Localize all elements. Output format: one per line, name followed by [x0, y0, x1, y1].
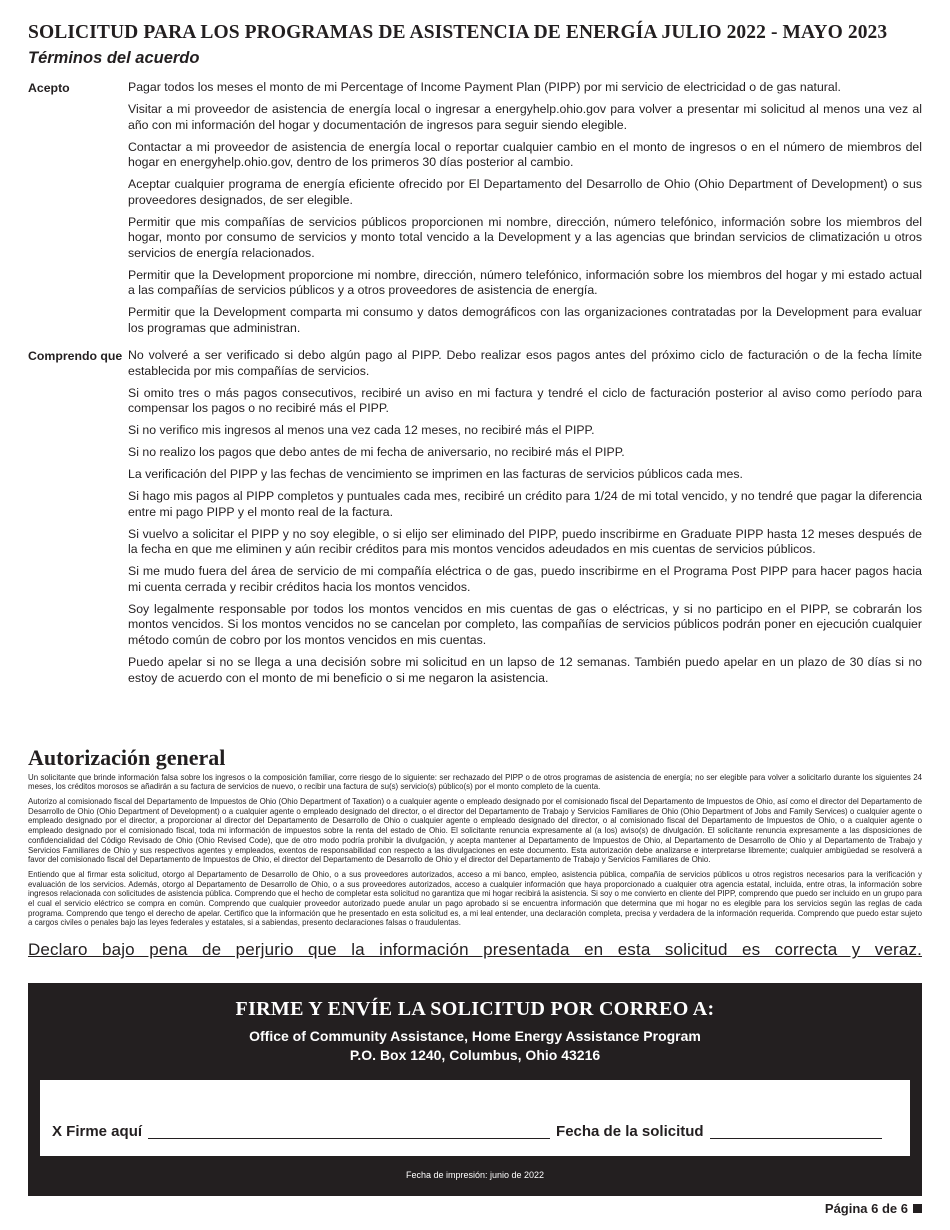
understand-label: Comprendo que [28, 349, 123, 364]
agree-section [28, 80, 922, 343]
authorization-paragraph: Autorizo al comisionado fiscal del Departamento de Impuestos de Ohio (Ohio Department of Taxation) o a cualquier agente o empleado designado por el comisionado fiscal del Departamento de Impuestos de Ohio, así como el director del Departamento de Desarrollo de Ohio (Ohio Department of Development) o a cualquier agente o empleado designado del director, o el director del Departamento de Trabajo y Servicios Familiares de Ohio (Ohio Department of Jobs and Family Services) o cualquier agente o empleado designado por el director, a proporcionar al director del Departamento de Desarrollo de Ohio o cualquier agente o empleado designado del director, o al comisionado fiscal del Departamento de Impuestos de Ohio, o a cualquier agente o empleado designado por el comisionado fiscal, toda mi información de impuestos sobre la renta del estado de Ohio. El solicitante renuncia expresamente al (a los) aviso(s) de divulgación. El solicitante renuncia expresamente a las disposiciones de confidencialidad del Código Revisado de Ohio (Ohio Revised Code), que de otro modo podría prohibir la divulgación, y acepta mantener al Departamento de Impuestos de Ohio, al Departamento de Desarrollo de Ohio y al Departamento de Trabajo y Servicios Familiares de Ohio y sus respectivos agentes y empleados, exentos de responsabilidad con respecto a las divulgaciones en este documento. Esta autorización debe analizarse e interpretarse libremente; cualquier ambigüedad se resolverá a favor del comisionado fiscal del Departamento de Impuestos de Ohio, el director del Departamento de Desarrollo de Ohio y el director del Departamento de Trabajo y Servicios Familiares de Ohio. [28, 797, 922, 865]
page-subtitle: Términos del acuerdo [28, 49, 200, 67]
print-date: Fecha de impresión: junio de 2022 [405, 1170, 545, 1180]
understand-item: Puedo apelar si no se llega a una decisión sobre mi solicitud en un lapso de 12 semanas. También puedo apelar en un plazo de 30 días si no estoy de acuerdo con el monto de mi beneficio o si me negaron la asistencia. [128, 655, 922, 685]
understand-item: Si hago mis pagos al PIPP completos y puntuales cada mes, recibiré un crédito para 1/24 de mi total vencido, y no tendré que pagar la diferencia entre mi pago PIPP y el monto real de la factura. [128, 489, 922, 519]
document-page [28, 22, 922, 960]
signature-line[interactable] [148, 1124, 550, 1139]
perjury-declaration: Declaro bajo pena de perjurio que la información presentada en esta solicitud es correcta y veraz. [28, 940, 922, 960]
authorization-paragraph: Un solicitante que brinde información falsa sobre los ingresos o la composición familiar, corre riesgo de lo siguiente: ser rechazado del PIPP o de otros programas de asistencia de energía; no ser elegible para volver a solicitarlo durante los siguientes 24 meses, los créditos morosos se añadirán a su factura de servicios de nuevo, o recibir una factura de su(s) servicio(s) público(s) por el monto completo de la cuenta. [28, 772, 922, 792]
agree-label: Acepto [28, 81, 70, 95]
page-number [825, 1201, 922, 1216]
square-bullet-icon [913, 1204, 922, 1213]
date-line[interactable] [710, 1124, 882, 1139]
sign-here-label: X Firme aquí [52, 1123, 143, 1140]
mail-address-line1: Office of Community Assistance, Home Energy Assistance Program [249, 1028, 701, 1044]
agree-item: Aceptar cualquier programa de energía eficiente ofrecido por El Departamento del Desarrollo de Ohio (Ohio Department of Development) o sus proveedores designados, de ser elegible. [128, 177, 922, 207]
page-title: SOLICITUD PARA LOS PROGRAMAS DE ASISTENCIA DE ENERGÍA JULIO 2022 - MAYO 2023 [28, 22, 888, 43]
understand-item: No volveré a ser verificado si debo algún pago al PIPP. Debo realizar esos pagos antes del próximo ciclo de facturación o de la fecha límite establecida por mis compañías de servicios. [128, 348, 922, 378]
authorization-paragraph: Entiendo que al firmar esta solicitud, otorgo al Departamento de Desarrollo de Ohio, o a sus proveedores autorizados, acceso a mi banco, empleo, asistencia pública, compañía de servicios públicos u otros registros necesarios para la verificación y evaluación de los servicios. Además, otorgo al Departamento de Desarrollo de Ohio, o a sus proveedores autorizados, acceso a cualquier información que haya proporcionado a cualquier otra agencia estatal, incluida, entre otras, la información sobre ingresos relacionada con solicitudes de asistencia pública. Comprendo que el hecho de completar esta solicitud no garantiza que mi hogar recibirá la asistencia. Si soy o me convierto en cliente del PIPP, comprendo que puedo ser incluido en un grupo para el cual el servicio eléctrico se compra en común. Comprendo que cualquier proveedor autorizado puede anular un pago aprobado si se encuentra información que determina que mi hogar no es elegible para los servicios según las reglas de cada programa. Comprendo que tengo el derecho de apelar. Certifico que la información que he presentado en esta solicitud es, a mi leal entender, una declaración completa, precisa y verdadera de la información requerida. Comprendo que puedo estar sujeto a cargos civiles o penales bajo las leyes federales y estatales, si a sabiendas, presento declaraciones falsas o fraudulentas. [28, 869, 922, 928]
mail-instructions-box [28, 983, 922, 1196]
application-date-label: Fecha de la solicitud [556, 1123, 704, 1140]
understand-item: Si omito tres o más pagos consecutivos, recibiré un aviso en mi factura y tendré el ciclo de facturación posterior al aviso como período para compensar los pagos o no recibiré más el PIPP. [128, 385, 922, 416]
understand-item: La verificación del PIPP y las fechas de vencimiento se imprimen en las facturas de servicios públicos cada mes. [128, 467, 743, 482]
agree-item: Permitir que mis compañías de servicios públicos proporcionen mi nombre, dirección, número telefónico, información sobre los miembros del hogar, monto por consumo de servicios y monto total vencido a la Development y a las agencias que brindan servicios de climatización u otros servicios de energía relacionados. [128, 214, 922, 260]
understand-item: Si no realizo los pagos que debo antes de mi fecha de aniversario, no recibiré más el PIPP. [128, 445, 625, 460]
understand-item: Soy legalmente responsable por todos los montos vencidos en mis cuentas de gas o eléctricas, y si no participo en el PIPP, se cobrarán los montos vencidos. Si los montos vencidos no se cancelan por completo, las compañías de servicios públicos podrán poner en ejecución cualquier método común de cobro por los montos vencidos en mis cuentas. [128, 601, 922, 648]
understand-section [28, 348, 922, 693]
agree-item: Visitar a mi proveedor de asistencia de energía local o ingresar a energyhelp.ohio.gov para volver a presentar mi solicitud al menos una vez al año con mi información del hogar y documentación de ingresos para seguir siendo elegible. [128, 101, 922, 132]
page-number-text: Página 6 de 6 [824, 1201, 908, 1216]
understand-item: Si vuelvo a solicitar el PIPP y no soy elegible, o si elijo ser eliminado del PIPP, puedo inscribirme en Graduate PIPP hasta 12 meses después de la fecha en que me eliminen y aún recibir créditos para mis montos vencidos adeudados en mis cuentas de servicios públicos. [128, 526, 922, 557]
authorization-heading: Autorización general [28, 744, 226, 770]
agree-item: Permitir que la Development proporcione mi nombre, dirección, número telefónico, información sobre los miembros del hogar y mi estado actual a las compañías de servicios públicos y a otros proveedores de asistencia de energía. [128, 267, 922, 298]
agree-item: Permitir que la Development comparta mi consumo y datos demográficos con las organizaciones contratadas por la Development para evaluar los programas que administran. [128, 305, 922, 336]
understand-item: Si no verifico mis ingresos al menos una vez cada 12 meses, no recibiré más el PIPP. [128, 423, 595, 438]
mail-title: FIRME Y ENVÍE LA SOLICITUD POR CORREO A: [235, 998, 715, 1020]
agree-item: Pagar todos los meses el monto de mi Percentage of Income Payment Plan (PIPP) por mi servicio de electricidad o de gas natural. [128, 80, 841, 94]
mail-address-line2: P.O. Box 1240, Columbus, Ohio 43216 [349, 1047, 601, 1063]
agree-item: Contactar a mi proveedor de asistencia de energía local o reportar cualquier cambio en el monto de ingresos o en el número de miembros del hogar en energyhelp.ohio.gov, dentro de los primeros 30 días posterior al cambio. [128, 139, 922, 170]
signature-area [40, 1080, 910, 1156]
understand-item: Si me mudo fuera del área de servicio de mi compañía eléctrica o de gas, puedo inscribirme en el Programa Post PIPP para hacer pagos hacia mi cuenta cerrada y recibir créditos hacia los montos vencidos. [128, 564, 922, 594]
